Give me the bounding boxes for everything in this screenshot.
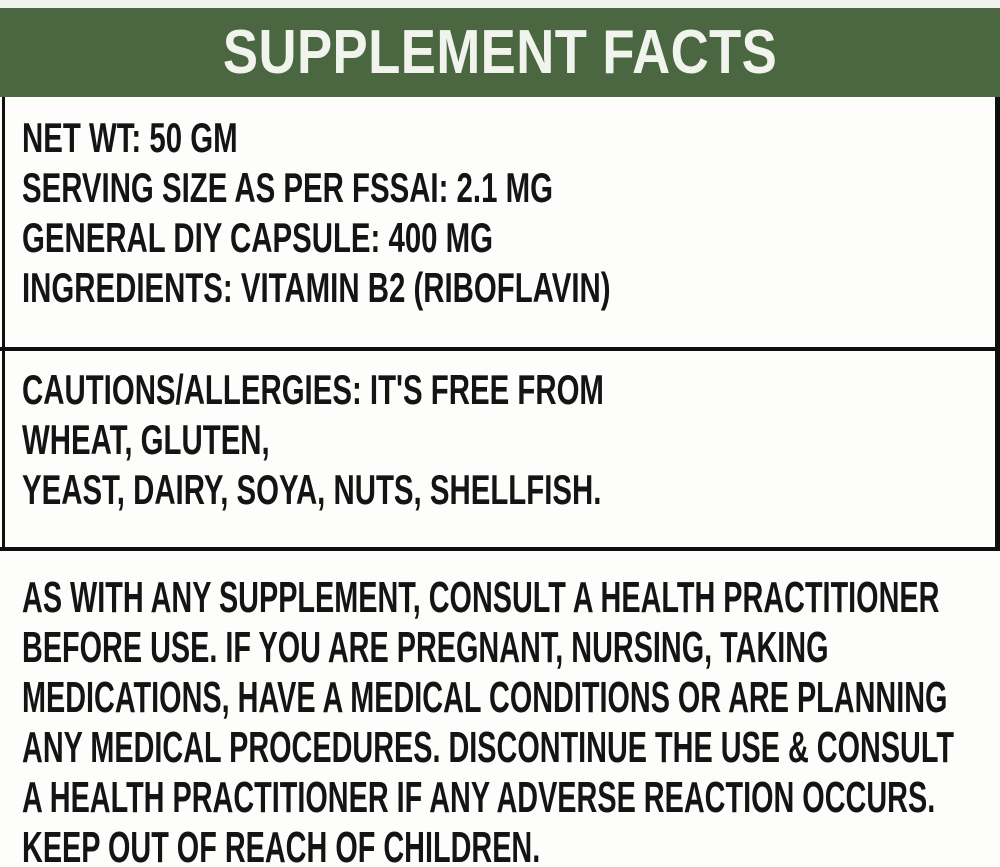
section-cautions-allergies	[0, 351, 1000, 547]
section-advisory	[0, 551, 1000, 867]
advisory-text-5: A HEALTH PRACTITIONER IF ANY ADVERSE REACTION OCCURS.	[22, 773, 936, 822]
ingredients-line	[22, 263, 1000, 313]
net-weight-text: NET WT: 50 GM	[22, 114, 238, 161]
serving-size-line	[22, 163, 1000, 213]
advisory-line-3	[22, 673, 1000, 723]
allergen-list-line-2	[22, 465, 1000, 515]
advisory-text-2: BEFORE USE. IF YOU ARE PREGNANT, NURSING, TAKING	[22, 623, 829, 672]
serving-size-text: SERVING SIZE AS PER FSSAI: 2.1 MG	[22, 164, 553, 211]
advisory-line-5	[22, 773, 1000, 823]
keep-out-of-reach-text: KEEP OUT OF REACH OF CHILDREN.	[22, 823, 541, 867]
advisory-line-4	[22, 723, 1000, 773]
advisory-line-6	[22, 823, 1000, 867]
right-border-rule	[995, 97, 1000, 551]
capsule-size-line	[22, 213, 1000, 263]
capsule-size-text: GENERAL DIY CAPSULE: 400 MG	[22, 214, 494, 261]
header-bar	[0, 8, 1000, 97]
cautions-heading-text: CAUTIONS/ALLERGIES: IT'S FREE FROM	[22, 366, 604, 413]
allergen-list-line-1	[22, 415, 1000, 465]
advisory-line-2	[22, 623, 1000, 673]
advisory-line-1	[22, 573, 1000, 623]
top-margin-strip	[0, 0, 1000, 8]
ingredients-text: INGREDIENTS: VITAMIN B2 (RIBOFLAVIN)	[22, 264, 611, 311]
advisory-text-4: ANY MEDICAL PROCEDURES. DISCONTINUE THE USE & CONSULT	[22, 723, 954, 772]
allergen-list-text-2: YEAST, DAIRY, SOYA, NUTS, SHELLFISH.	[22, 466, 602, 513]
cautions-heading-line	[22, 365, 1000, 415]
left-border-rule	[2, 97, 5, 551]
advisory-text-3: MEDICATIONS, HAVE A MEDICAL CONDITIONS OR ARE PLANNING	[22, 673, 948, 722]
section-product-details	[0, 97, 1000, 347]
page-title: SUPPLEMENT FACTS	[222, 18, 778, 87]
net-weight-line	[22, 113, 1000, 163]
advisory-text-1: AS WITH ANY SUPPLEMENT, CONSULT A HEALTH PRACTITIONER	[22, 573, 940, 622]
allergen-list-text-1: WHEAT, GLUTEN,	[22, 416, 270, 463]
